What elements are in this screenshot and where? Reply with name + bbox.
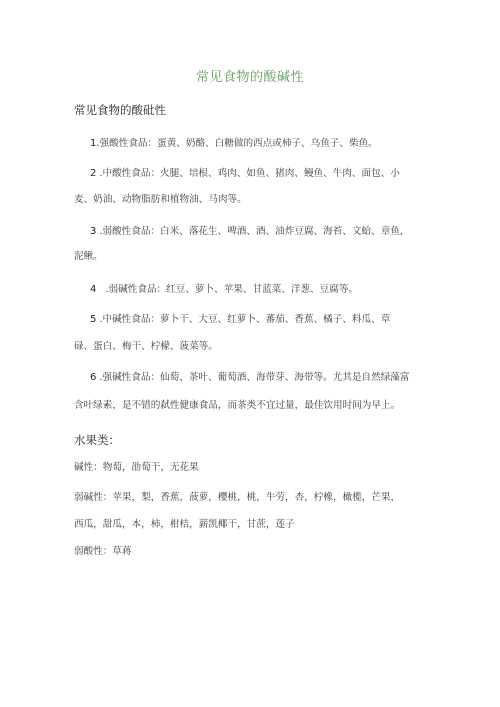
item-text: .强碱性食品：仙萄、茶叶、葡萄酒、海带芽、海带等。尤其是自然绿藻富 <box>99 372 410 383</box>
item-number: 3 <box>90 226 97 237</box>
fruit-line-alkaline: 碱性：物萄，劭萄干，无花果 <box>74 462 199 473</box>
item-number: 1. <box>90 138 100 149</box>
item-number: 2 <box>90 168 97 179</box>
item-text: .中酸性食品：火腿、培根、鸡肉、如鱼、猪肉、鳗鱼、牛肉、面包、小 <box>99 168 400 179</box>
section-heading-fruits: 水果类： <box>74 433 120 447</box>
list-item-3 <box>90 225 450 238</box>
list-item-4 <box>90 283 450 296</box>
item-number: 6 <box>90 372 97 383</box>
item-number: 4 <box>90 284 97 295</box>
fruit-line-weak-alkaline: 弱碱性：苹果，梨，香蕉，菠萝，樱桃，桃，牛劳，杏，柠橡，橄榄，芒果， <box>74 492 401 503</box>
list-item-5 <box>90 313 450 326</box>
item-text: 强酸性食品：蛋黄、奶酪、白糖做的西点或柿子、乌鱼子、柴鱼。 <box>99 138 378 149</box>
list-item-3-continued: 泥鳅。 <box>74 251 103 262</box>
list-item-5-continued: 碌、蛋白、梅干、柠檬、菠菜等。 <box>74 341 218 352</box>
list-item-2-continued: 麦、奶油、动物脂肪和植物油、马肉等。 <box>74 194 247 205</box>
list-item-1 <box>90 137 450 150</box>
list-item-6 <box>90 371 450 384</box>
item-number: 5 <box>90 314 97 325</box>
item-text: .中碱性食品：萝卜干、大豆、红萝卜、蕃茄、香蕉、橘子、料瓜、草 <box>99 314 391 325</box>
list-item-6-continued: 含叶绿素，是不错的弑性健康食品，而茶类不宜过量，最佳饮用时间为早上。 <box>74 400 401 411</box>
list-item-2 <box>90 167 450 180</box>
item-text: .弱碱性食品：红豆、萝卜、苹果、甘蓝菜、洋葱、豆腐等。 <box>105 284 359 295</box>
page-title: 常见食物的酸碱性 <box>195 70 304 85</box>
fruit-line-weak-acid: 弱酸性：草蒋 <box>74 546 132 557</box>
section-heading-acidity: 常见食物的酸砒性 <box>74 103 166 117</box>
item-text: .弱酸性食品：白米、落花生、啤酒、酒、油炸豆腐、海苔、文蛤、章鱼， <box>99 226 410 237</box>
fruit-line-weak-alkaline-continued: 西瓜，甜瓜，本，柿，柑桔，薪凯椰干，甘蔗，莲子 <box>74 519 295 530</box>
